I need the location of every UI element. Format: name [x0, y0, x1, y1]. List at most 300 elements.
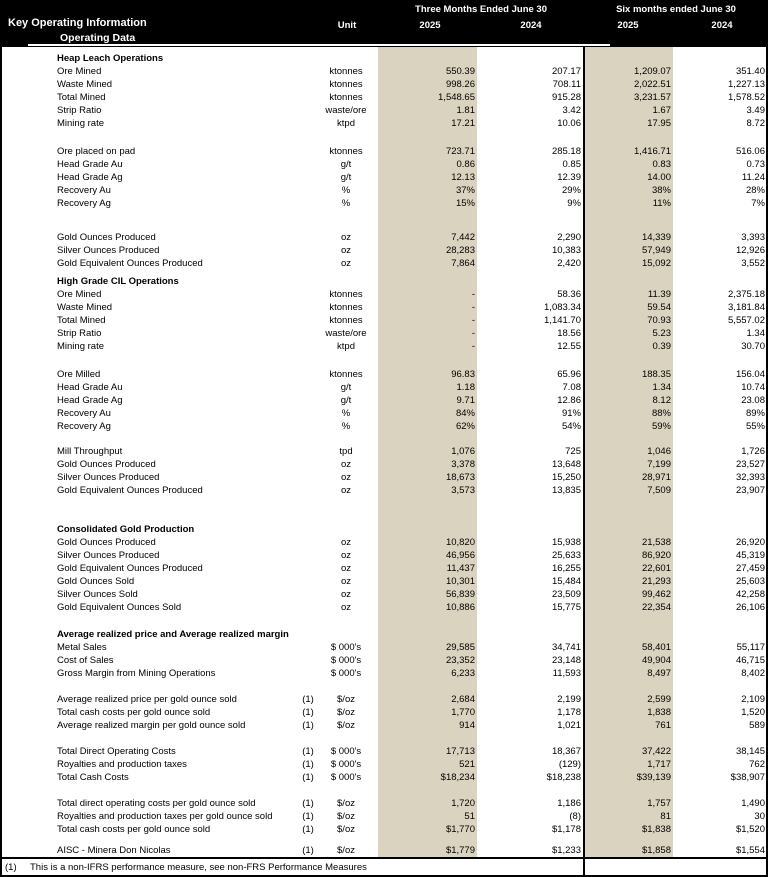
footnote-ref-marker: (1): [302, 798, 314, 809]
value-cell: $1,858: [641, 845, 671, 856]
value-cell: 51: [464, 811, 475, 822]
value-cell: 25,633: [551, 550, 581, 561]
value-cell: 2,022.51: [634, 79, 671, 90]
table-row: [0, 381, 768, 394]
section-title: High Grade CIL Operations: [57, 276, 179, 287]
table-row: [0, 301, 768, 314]
col-group-six-months: Six months ended June 30: [616, 4, 736, 15]
value-cell: 10,383: [551, 245, 581, 256]
row-label: Recovery Au: [57, 185, 111, 196]
value-cell: $1,838: [641, 824, 671, 835]
value-cell: 12,926: [735, 245, 765, 256]
value-cell: 26,920: [735, 537, 765, 548]
value-cell: 27,459: [735, 563, 765, 574]
value-cell: 42,258: [735, 589, 765, 600]
value-cell: 22,601: [641, 563, 671, 574]
table-row: [0, 117, 768, 130]
value-cell: 23,148: [551, 655, 581, 666]
row-label: Head Grade Ag: [57, 172, 123, 183]
row-unit: ktonnes: [329, 302, 363, 313]
section-row: [0, 523, 768, 536]
row-label: Gold Equivalent Ounces Produced: [57, 258, 203, 269]
row-spacer: [0, 130, 768, 145]
row-label: Mill Throughput: [57, 446, 123, 457]
value-cell: $18,238: [546, 772, 581, 783]
row-label: Head Grade Au: [57, 382, 123, 393]
value-cell: 2,109: [741, 694, 765, 705]
footnote-row: [0, 857, 768, 877]
row-label: Silver Ounces Produced: [57, 245, 160, 256]
footnote-ref-marker: (1): [302, 811, 314, 822]
table-row: [0, 78, 768, 91]
value-cell: 2,599: [647, 694, 671, 705]
col-header-6m-2024: 2024: [711, 20, 733, 31]
value-cell: 58,401: [641, 642, 671, 653]
table-row: [0, 667, 768, 680]
value-cell: 2,420: [557, 258, 581, 269]
value-cell: 1.34: [746, 328, 765, 339]
value-cell: 0.73: [746, 159, 765, 170]
value-cell: 1,578.52: [728, 92, 765, 103]
value-cell: 18,673: [445, 472, 475, 483]
value-cell: 11.39: [647, 289, 671, 300]
value-cell: 351.40: [735, 66, 765, 77]
row-unit: $ 000's: [330, 772, 362, 783]
row-unit: oz: [340, 589, 352, 600]
value-cell: 30.70: [741, 341, 765, 352]
row-label: Royalties and production taxes per gold ounce sold: [57, 811, 273, 822]
value-cell: 708.11: [552, 79, 581, 90]
row-label: Head Grade Ag: [57, 395, 123, 406]
value-cell: 9%: [567, 198, 581, 209]
value-cell: -: [471, 341, 475, 352]
section-row: [0, 275, 768, 288]
row-unit: tpd: [339, 446, 353, 457]
value-cell: 11,593: [552, 668, 581, 679]
row-label: Ore Mined: [57, 66, 102, 77]
table-row: [0, 314, 768, 327]
value-cell: 1,076: [451, 446, 475, 457]
value-cell: 914: [459, 720, 475, 731]
value-cell: 23,527: [735, 459, 765, 470]
section-row: [0, 628, 768, 641]
row-label: AISC - Minera Don Nicolas: [57, 845, 171, 856]
row-label: Total Direct Operating Costs: [57, 746, 176, 757]
value-cell: 1,186: [557, 798, 581, 809]
value-cell: 28,283: [445, 245, 475, 256]
value-cell: 8,497: [647, 668, 671, 679]
value-cell: 96.83: [451, 369, 475, 380]
value-cell: 7,509: [647, 485, 671, 496]
table-row: [0, 420, 768, 433]
value-cell: 16,255: [551, 563, 581, 574]
value-cell: 915.28: [551, 92, 581, 103]
row-label: Recovery Au: [57, 408, 111, 419]
unit-column-header: Unit: [337, 20, 357, 31]
value-cell: 1.18: [456, 382, 475, 393]
row-label: Silver Ounces Produced: [57, 472, 160, 483]
section-title: Average realized price and Average realized margin: [57, 629, 289, 640]
value-cell: 28,971: [641, 472, 671, 483]
row-unit: g/t: [340, 395, 352, 406]
value-cell: 8.12: [652, 395, 671, 406]
table-row: [0, 244, 768, 257]
value-cell: 1.67: [652, 105, 671, 116]
value-cell: 30: [754, 811, 765, 822]
value-cell: 1,021: [557, 720, 581, 731]
row-unit: oz: [340, 485, 352, 496]
value-cell: 17.95: [647, 118, 671, 129]
value-cell: 3,573: [451, 485, 475, 496]
value-cell: 23,352: [445, 655, 475, 666]
value-cell: 29,585: [445, 642, 475, 653]
value-cell: 2,375.18: [728, 289, 765, 300]
value-cell: 188.35: [641, 369, 671, 380]
row-label: Gross Margin from Mining Operations: [57, 668, 216, 679]
value-cell: 70.93: [647, 315, 671, 326]
value-cell: 21,538: [641, 537, 671, 548]
value-cell: 7,199: [647, 459, 671, 470]
value-cell: 89%: [745, 408, 765, 419]
col-group-three-months: Three Months Ended June 30: [415, 4, 547, 15]
row-unit: $/oz: [337, 798, 355, 809]
value-cell: 81: [660, 811, 671, 822]
table-row: [0, 104, 768, 117]
table-row: [0, 844, 768, 857]
value-cell: 3,393: [741, 232, 765, 243]
value-cell: 21,293: [641, 576, 671, 587]
table-row: [0, 394, 768, 407]
value-cell: 7,864: [451, 258, 475, 269]
value-cell: 10.74: [741, 382, 765, 393]
row-unit: %: [341, 198, 351, 209]
row-unit: $/oz: [337, 694, 355, 705]
value-cell: 17.21: [451, 118, 475, 129]
value-cell: 0.86: [456, 159, 475, 170]
value-cell: 1,757: [647, 798, 671, 809]
value-cell: 91%: [561, 408, 581, 419]
section-title: Heap Leach Operations: [57, 53, 164, 64]
row-label: Total Cash Costs: [57, 772, 129, 783]
value-cell: 723.71: [445, 146, 475, 157]
value-cell: 8,402: [741, 668, 765, 679]
row-label: Metal Sales: [57, 642, 107, 653]
value-cell: 45,319: [735, 550, 765, 561]
value-cell: 37%: [455, 185, 475, 196]
value-cell: 3.42: [562, 105, 581, 116]
table-row: [0, 484, 768, 497]
value-cell: 1.81: [456, 105, 475, 116]
value-cell: 38%: [651, 185, 671, 196]
value-cell: 57,949: [641, 245, 671, 256]
value-cell: 18.56: [557, 328, 581, 339]
row-unit: ktonnes: [329, 92, 363, 103]
table-row: [0, 471, 768, 484]
value-cell: 9.71: [456, 395, 475, 406]
row-unit: ktonnes: [329, 369, 363, 380]
row-unit: oz: [340, 576, 352, 587]
value-cell: 12.39: [557, 172, 581, 183]
value-cell: 1,770: [451, 707, 475, 718]
value-cell: 1,838: [647, 707, 671, 718]
value-cell: 13,648: [551, 459, 581, 470]
row-spacer: [0, 433, 768, 445]
value-cell: 1,717: [647, 759, 671, 770]
table-row: [0, 758, 768, 771]
row-spacer: [0, 784, 768, 797]
value-cell: 550.39: [445, 66, 475, 77]
value-cell: 7,442: [451, 232, 475, 243]
value-cell: 516.06: [735, 146, 765, 157]
value-cell: 10,301: [445, 576, 475, 587]
row-unit: %: [341, 185, 351, 196]
value-cell: 29%: [561, 185, 581, 196]
row-unit: oz: [340, 602, 352, 613]
value-cell: 25,603: [735, 576, 765, 587]
table-row: [0, 588, 768, 601]
table-row: [0, 693, 768, 706]
value-cell: 15,484: [551, 576, 581, 587]
table-row: [0, 340, 768, 353]
table-row: [0, 575, 768, 588]
footnote-ref-marker: (1): [302, 694, 314, 705]
row-unit: $ 000's: [330, 655, 362, 666]
footnote-ref-marker: (1): [302, 772, 314, 783]
value-cell: 3,552: [741, 258, 765, 269]
row-unit: g/t: [340, 172, 352, 183]
table-header-band: [0, 0, 768, 47]
table-row: [0, 184, 768, 197]
table-row: [0, 288, 768, 301]
value-cell: 99,462: [641, 589, 671, 600]
row-unit: ktonnes: [329, 66, 363, 77]
row-unit: $/oz: [337, 707, 355, 718]
footnote-ref-marker: (1): [302, 707, 314, 718]
value-cell: (129): [558, 759, 581, 770]
value-cell: -: [471, 302, 475, 313]
value-cell: 14,339: [641, 232, 671, 243]
value-cell: 56,839: [445, 589, 475, 600]
value-cell: 17,713: [445, 746, 475, 757]
table-row: [0, 91, 768, 104]
column-divider-line: [583, 47, 585, 877]
table-row: [0, 823, 768, 836]
value-cell: 2,290: [557, 232, 581, 243]
value-cell: $1,770: [445, 824, 475, 835]
value-cell: 15%: [455, 198, 475, 209]
footnote-ref-marker: (1): [302, 845, 314, 856]
value-cell: 12.13: [451, 172, 475, 183]
footnote-ref-marker: (1): [302, 759, 314, 770]
value-cell: $1,520: [735, 824, 765, 835]
footnote-ref-marker: (1): [302, 720, 314, 731]
value-cell: 37,422: [641, 746, 671, 757]
row-unit: %: [341, 421, 351, 432]
row-label: Mining rate: [57, 341, 104, 352]
row-label: Gold Ounces Produced: [57, 537, 156, 548]
table-border-left: [0, 0, 2, 877]
value-cell: 1,141.70: [544, 315, 581, 326]
value-cell: 0.85: [562, 159, 581, 170]
row-spacer: [0, 497, 768, 523]
value-cell: 0.83: [652, 159, 671, 170]
row-label: Head Grade Au: [57, 159, 123, 170]
row-unit: oz: [340, 258, 352, 269]
page-title: Key Operating Information: [8, 17, 147, 29]
table-row: [0, 445, 768, 458]
value-cell: 7%: [751, 198, 765, 209]
row-unit: $ 000's: [330, 759, 362, 770]
col-header-6m-2025: 2025: [617, 20, 639, 31]
row-spacer: [0, 210, 768, 231]
row-unit: waste/ore: [325, 328, 367, 339]
row-label: Cost of Sales: [57, 655, 114, 666]
table-row: [0, 641, 768, 654]
value-cell: 998.26: [445, 79, 475, 90]
col-header-3m-2025: 2025: [419, 20, 441, 31]
value-cell: 2,199: [557, 694, 581, 705]
value-cell: 285.18: [551, 146, 581, 157]
value-cell: 589: [749, 720, 765, 731]
row-spacer: [0, 614, 768, 628]
footnote-ref-marker: (1): [302, 824, 314, 835]
value-cell: 15,092: [641, 258, 671, 269]
value-cell: 26,106: [735, 602, 765, 613]
row-label: Gold Ounces Produced: [57, 232, 156, 243]
row-unit: g/t: [340, 382, 352, 393]
value-cell: 1,520: [741, 707, 765, 718]
value-cell: 3,378: [451, 459, 475, 470]
value-cell: 725: [565, 446, 581, 457]
value-cell: 88%: [651, 408, 671, 419]
value-cell: -: [471, 315, 475, 326]
value-cell: $1,779: [445, 845, 475, 856]
row-label: Gold Equivalent Ounces Produced: [57, 563, 203, 574]
row-unit: $ 000's: [330, 668, 362, 679]
value-cell: 32,393: [735, 472, 765, 483]
row-unit: waste/ore: [325, 105, 367, 116]
row-label: Strip Ratio: [57, 328, 102, 339]
value-cell: 46,715: [735, 655, 765, 666]
value-cell: 1.34: [652, 382, 671, 393]
value-cell: 521: [459, 759, 475, 770]
operating-data-heading: Operating Data: [60, 32, 136, 44]
value-cell: $1,233: [551, 845, 581, 856]
table-row: [0, 797, 768, 810]
value-cell: 762: [749, 759, 765, 770]
value-cell: 8.72: [746, 118, 765, 129]
row-unit: oz: [340, 563, 352, 574]
row-label: Silver Ounces Produced: [57, 550, 160, 561]
row-label: Silver Ounces Sold: [57, 589, 138, 600]
table-row: [0, 745, 768, 758]
table-row: [0, 65, 768, 78]
row-unit: oz: [340, 459, 352, 470]
table-row: [0, 719, 768, 732]
row-label: Total Mined: [57, 92, 106, 103]
value-cell: $1,178: [551, 824, 581, 835]
value-cell: (8): [569, 811, 581, 822]
value-cell: 62%: [455, 421, 475, 432]
row-label: Strip Ratio: [57, 105, 102, 116]
value-cell: 46,956: [445, 550, 475, 561]
value-cell: 34,741: [551, 642, 581, 653]
table-row: [0, 407, 768, 420]
value-cell: 15,775: [551, 602, 581, 613]
table-content: [0, 47, 768, 857]
row-label: Recovery Ag: [57, 421, 111, 432]
value-cell: 1,178: [557, 707, 581, 718]
value-cell: 65.96: [557, 369, 581, 380]
value-cell: 23.08: [741, 395, 765, 406]
table-body: [0, 47, 768, 857]
value-cell: 207.17: [551, 66, 581, 77]
value-cell: -: [471, 289, 475, 300]
table-row: [0, 158, 768, 171]
row-label: Ore placed on pad: [57, 146, 136, 157]
footnote-ref-marker: (1): [302, 746, 314, 757]
row-label: Ore Milled: [57, 369, 101, 380]
row-unit: ktpd: [337, 341, 355, 352]
row-label: Recovery Ag: [57, 198, 111, 209]
row-label: Gold Equivalent Ounces Sold: [57, 602, 182, 613]
row-unit: $/oz: [337, 845, 355, 856]
footnote-ref: (1): [5, 862, 17, 873]
value-cell: 55%: [745, 421, 765, 432]
table-row: [0, 368, 768, 381]
value-cell: 3.49: [746, 105, 765, 116]
row-unit: oz: [340, 472, 352, 483]
value-cell: 12.55: [557, 341, 581, 352]
value-cell: 10,820: [445, 537, 475, 548]
table-row: [0, 536, 768, 549]
section-row: [0, 52, 768, 65]
value-cell: 23,907: [735, 485, 765, 496]
row-spacer: [0, 836, 768, 844]
row-label: Mining rate: [57, 118, 104, 129]
value-cell: $38,907: [730, 772, 765, 783]
row-unit: oz: [340, 550, 352, 561]
value-cell: -: [471, 328, 475, 339]
table-row: [0, 771, 768, 784]
value-cell: 18,367: [551, 746, 581, 757]
value-cell: 7.08: [562, 382, 581, 393]
footnote-text: This is a non-IFRS performance measure, see non-FRS Performance Measures: [30, 862, 367, 873]
value-cell: 1,726: [741, 446, 765, 457]
value-cell: 1,720: [451, 798, 475, 809]
value-cell: 1,209.07: [634, 66, 671, 77]
value-cell: $39,139: [636, 772, 671, 783]
table-row: [0, 549, 768, 562]
value-cell: 3,181.84: [728, 302, 765, 313]
row-label: Ore Mined: [57, 289, 102, 300]
row-unit: ktonnes: [329, 315, 363, 326]
row-label: Total direct operating costs per gold ounce sold: [57, 798, 256, 809]
row-unit: ktonnes: [329, 289, 363, 300]
row-spacer: [0, 732, 768, 745]
row-unit: oz: [340, 537, 352, 548]
value-cell: 55,117: [736, 642, 765, 653]
row-unit: ktonnes: [329, 146, 363, 157]
row-label: Average realized price per gold ounce sold: [57, 694, 237, 705]
value-cell: 14.00: [647, 172, 671, 183]
row-spacer: [0, 353, 768, 368]
value-cell: 84%: [455, 408, 475, 419]
table-row: [0, 171, 768, 184]
value-cell: 10,886: [445, 602, 475, 613]
operating-data-underline: [28, 44, 610, 46]
value-cell: 1,046: [647, 446, 671, 457]
